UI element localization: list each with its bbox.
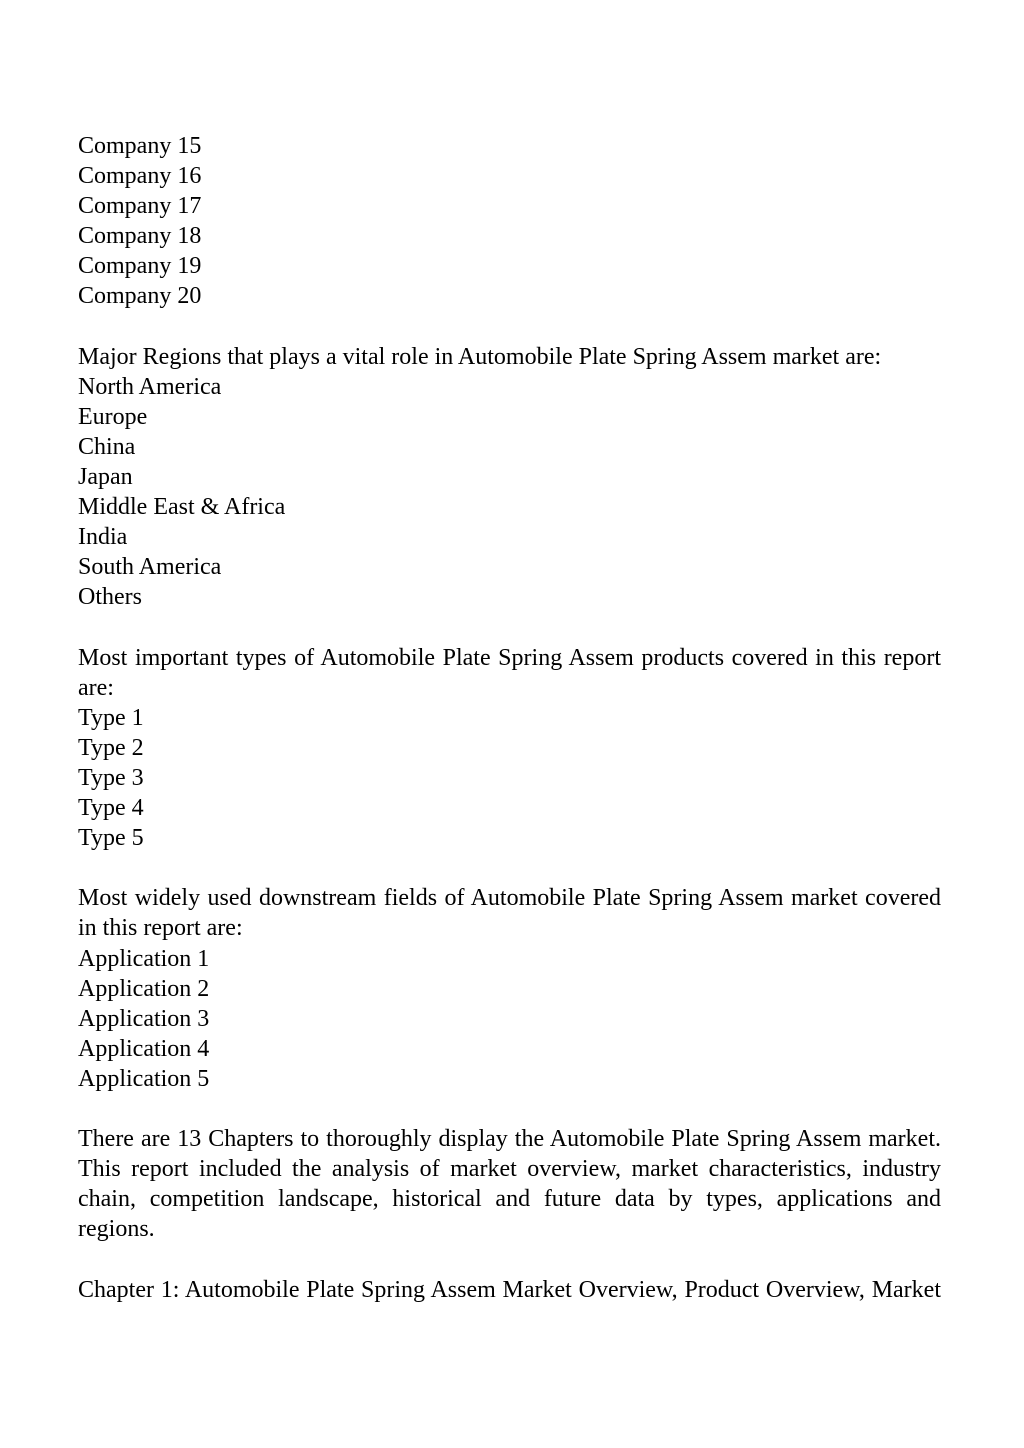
types-section — [78, 643, 941, 854]
company-list — [78, 131, 941, 312]
applications-heading: Most widely used downstream fields of Automobile Plate Spring Assem market covered in this report are: — [78, 885, 941, 942]
list-item: Europe — [78, 403, 148, 430]
list-item: North America — [78, 373, 222, 400]
list-item: Type 3 — [78, 764, 144, 791]
paragraph-gap — [78, 1094, 941, 1124]
list-item: Type 2 — [78, 734, 144, 761]
regions-section — [78, 342, 941, 613]
list-item: Application 1 — [78, 945, 210, 972]
list-item: Company 19 — [78, 253, 202, 280]
chapter-1-line: Chapter 1: Automobile Plate Spring Assem Market Overview, Product Overview, Market — [78, 1276, 941, 1303]
list-item: Company 16 — [78, 163, 202, 190]
chapters-paragraph: There are 13 Chapters to thoroughly display the Automobile Plate Spring Assem market. This report included the analysis of market overview, market characteristics, industry chain, competition landscape, historical and future data by types, applications and regions. — [78, 1126, 941, 1243]
paragraph-gap — [78, 613, 941, 643]
list-item: Company 17 — [78, 193, 202, 220]
list-item: Application 4 — [78, 1035, 210, 1062]
list-item: South America — [78, 554, 222, 581]
paragraph-gap — [78, 312, 941, 342]
list-item: Type 1 — [78, 704, 144, 731]
paragraph-gap — [78, 853, 941, 883]
list-item: Application 3 — [78, 1005, 210, 1032]
list-item: Company 18 — [78, 223, 202, 250]
regions-heading: Major Regions that plays a vital role in Automobile Plate Spring Assem market are: — [78, 343, 882, 370]
list-item: Application 2 — [78, 975, 210, 1002]
paragraph-gap — [78, 1244, 941, 1274]
list-item: Company 20 — [78, 283, 202, 310]
document-page — [78, 131, 941, 1305]
list-item: Type 4 — [78, 795, 144, 822]
types-heading: Most important types of Automobile Plate Spring Assem products covered in this report are: — [78, 644, 941, 701]
list-item: Application 5 — [78, 1065, 210, 1092]
list-item: Middle East & Africa — [78, 494, 286, 521]
list-item: Others — [78, 584, 142, 611]
list-item: Japan — [78, 464, 133, 491]
applications-section — [78, 883, 941, 1094]
list-item: Company 15 — [78, 133, 202, 159]
list-item: India — [78, 524, 128, 551]
list-item: Type 5 — [78, 825, 144, 852]
list-item: China — [78, 433, 136, 460]
